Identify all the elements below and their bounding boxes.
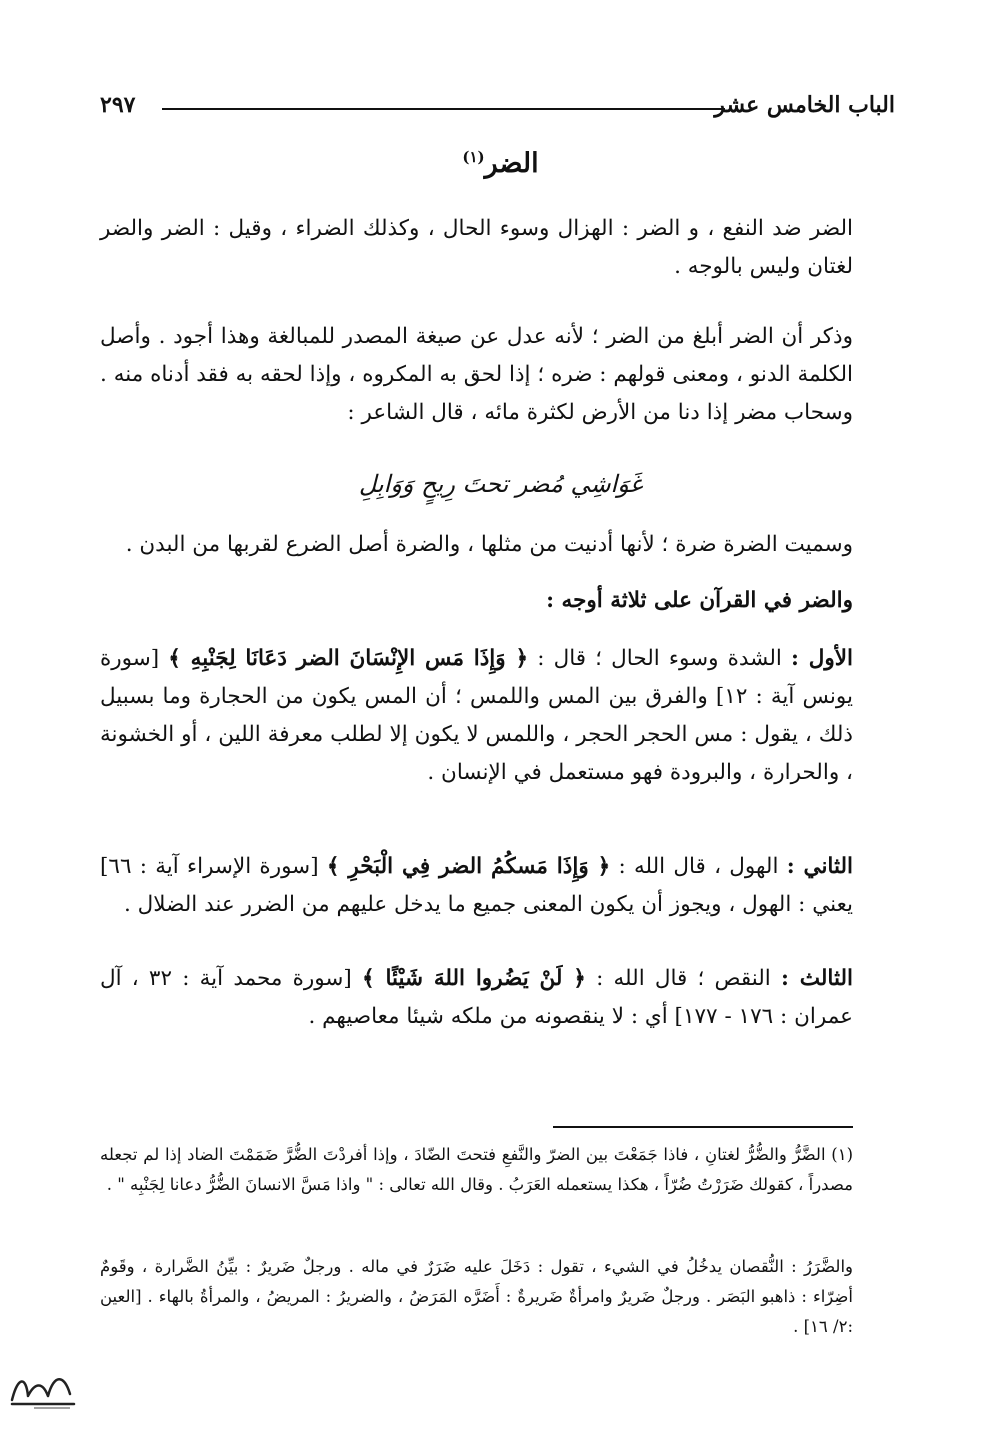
entry-title-text: الضر [484, 148, 539, 179]
paragraph-definition: الضر ضد النفع ، و الضر : الهزال وسوء الحال ، وكذلك الضراء ، وقيل : الضر والضر لغتان وليس بالوجه . [100, 216, 853, 279]
chapter-title: الباب الخامس عشر [714, 92, 895, 118]
library-stamp-logo [4, 1366, 82, 1412]
third-rest: [سورة محمد آية : ٣٢ ، آل عمران : ١٧٦ - ١٧٧] أي : لا ينقصونه من ملكه شيئا معاصيهم . [100, 966, 853, 1029]
paragraph-meanings-intro: والضر في القرآن على ثلاثة أوجه : [546, 588, 853, 613]
paragraph-first-meaning [100, 640, 853, 792]
footnote-marker: (١) [462, 148, 485, 166]
third-label: الثالث : [780, 966, 853, 991]
second-lead: الهول ، قال الله : [610, 854, 787, 879]
first-rest: [سورة يونس آية : ١٢] والفرق بين المس واللمس ؛ أن المس يكون من الحجارة وما بسبيل ذلك ، يقول : مس الحجر الحجر ، واللمس لا يكون إلا لطلب معرفة اللين ، أو الخشونة ، والحرارة ، والبرودة فهو مستعمل في الإنسان . [100, 646, 853, 785]
footnote-separator [553, 1126, 853, 1128]
quran-verse-3: ﴿ لَنْ يَضُروا اللهَ شَيْئًا ﴾ [362, 966, 586, 991]
page-number: ٢٩٧ [100, 92, 136, 118]
paragraph-darra: وسميت الضرة ضرة ؛ لأنها أدنيت من مثلها ، والضرة أصل الضرع لقربها من البدن . [125, 532, 853, 557]
paragraph-second-meaning [100, 848, 853, 924]
header-rule [162, 108, 725, 110]
first-lead: الشدة وسوء الحال ؛ قال : [528, 646, 792, 671]
quran-verse-1: ﴿ وَإِذَا مَس الإِنْسَانَ الضر دَعَانَا لِجَنْبِهِ ﴾ [168, 646, 529, 671]
second-rest: [سورة الإسراء آية : ٦٦] يعني : الهول ، ويجوز أن يكون المعنى جميع ما يدخل عليهم من الضرر عند الضلال . [100, 854, 853, 917]
poetry-verse: غَوَاشِي مُضر تحتَ رِيحٍ وَوَابِلِ [358, 470, 643, 498]
quran-verse-2: ﴿ وَإِذَا مَسكُمُ الضر فِي الْبَحْرِ ﴾ [326, 854, 611, 879]
paragraph-etymology: وذكر أن الضر أبلغ من الضر ؛ لأنه عدل عن صيغة المصدر للمبالغة وهذا أجود . وأصل الكلمة الدنو ، ومعنى قولهم : ضره ؛ إذا لحق به المكروه ، وإذا لحقه به فقد أدناه منه . وسحاب مضر إذا دنا من الأرض لكثرة مائه ، قال الشاعر : [100, 324, 853, 425]
running-header [100, 90, 895, 124]
paragraph-third-meaning [100, 960, 853, 1036]
first-label: الأول : [791, 646, 853, 671]
second-label: الثاني : [786, 854, 853, 879]
third-lead: النقص ؛ قال الله : [585, 966, 781, 991]
entry-title [0, 148, 1001, 179]
footnote-1-continued: والضَّرَرُ : النُّقصان يدخُلُ في الشيء ، تقول : دَخَلَ عليه ضَرَرٌ في ماله . ورجلٌ ضَريرٌ : بيِّنُ الضَّرارة ، وقَومٌ أضِرّاء : ذاهبو البَصَر . ورجلٌ ضَريرٌ وامرأةٌ ضَريرةٌ : أَضَرَّه المَرَضُ ، والضريرُ : المريضُ ، والمرأةُ بالهاء . [العين :٢/ ١٦] . [100, 1257, 853, 1336]
footnote-1: (١) الضَّرُّ والضُّرُّ لغتانِ ، فاذا جَمَعْتَ بين الضرّ والنَّفعِ فتحتَ الضّادَ ، وإذا أفردْتَ الضُّرَّ ضَمَمْتَ الضاد إذا لم تجعله مصدراً ، كقولك ضَرَرْتُ ضُرّاً ، هكذا يستعمله العَرَبُ . وقال الله تعالى : " واذا مَسَّ الانسانَ الضُّرُّ دعانا لِجَنْبِه " . [100, 1145, 853, 1194]
